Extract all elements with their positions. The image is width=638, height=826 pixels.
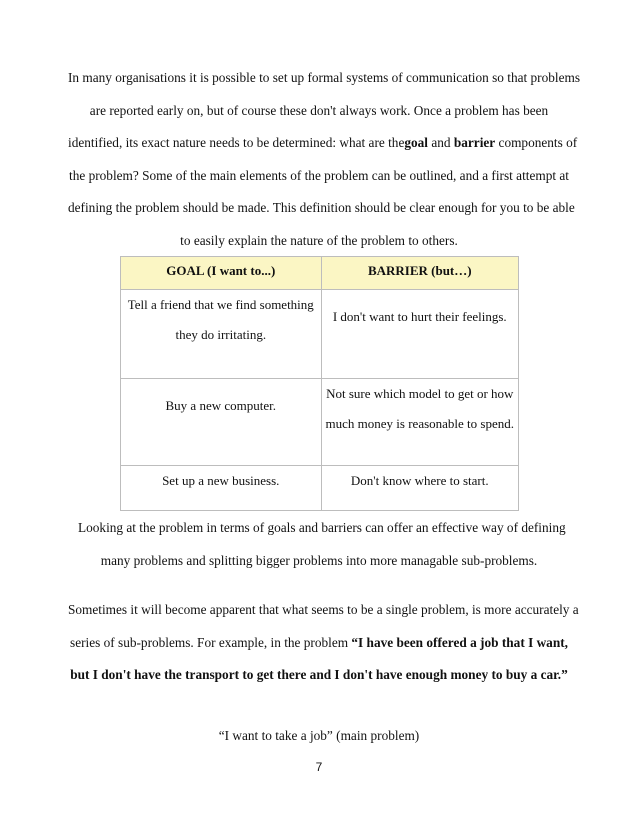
text-fragment: components of bbox=[495, 135, 578, 151]
cell-line: Set up a new business. bbox=[162, 473, 280, 488]
example-problem-quote: “I have been offered a job that I want, bbox=[351, 634, 568, 650]
page-number: 7 bbox=[315, 760, 323, 774]
text-line: are reported early on, but of course these don't always work. Once a problem has been bbox=[89, 102, 549, 118]
barrier-cell bbox=[321, 379, 518, 466]
goals-barriers-paragraph bbox=[78, 512, 566, 577]
text-line: “I want to take a job” (main problem) bbox=[218, 728, 420, 743]
text-fragment: identified, its exact nature needs to be determined: what are the bbox=[68, 135, 405, 151]
text-line: many problems and splitting bigger problems into more managable sub-problems. bbox=[100, 552, 538, 568]
barrier-cell bbox=[321, 290, 518, 379]
barrier-term: barrier bbox=[453, 135, 496, 151]
text-line: Sometimes it will become apparent that what seems to be a single problem, is more accurately a bbox=[68, 602, 579, 617]
goal-column-header: GOAL (I want to...) bbox=[121, 257, 322, 290]
cell-line: Don't know where to start. bbox=[350, 473, 489, 488]
example-problem-quote: but I don't have the transport to get there and I don't have enough money to buy a car.” bbox=[70, 667, 568, 683]
text-line: In many organisations it is possible to set up formal systems of communication so that problems bbox=[68, 70, 580, 85]
table-row bbox=[121, 379, 519, 466]
text-line: Looking at the problem in terms of goals and barriers can offer an effective way of defining bbox=[78, 520, 566, 535]
text-line bbox=[68, 659, 570, 692]
goal-cell bbox=[121, 379, 322, 466]
main-problem-line bbox=[68, 720, 570, 753]
text-line bbox=[68, 127, 578, 160]
table-header-row bbox=[121, 257, 519, 290]
goal-barrier-table bbox=[120, 256, 519, 511]
cell-line: Buy a new computer. bbox=[165, 398, 276, 413]
table-row bbox=[121, 290, 519, 379]
subproblems-paragraph bbox=[68, 594, 579, 692]
barrier-column-header: BARRIER (but…) bbox=[321, 257, 518, 290]
text-line bbox=[68, 627, 570, 660]
text-fragment: and bbox=[428, 135, 454, 151]
table-row bbox=[121, 466, 519, 511]
cell-line: much money is reasonable to spend. bbox=[325, 416, 514, 431]
cell-line: Tell a friend that we find something bbox=[127, 297, 314, 312]
intro-paragraph bbox=[68, 62, 580, 258]
text-line: to easily explain the nature of the problem to others. bbox=[180, 232, 458, 248]
cell-line: I don't want to hurt their feelings. bbox=[332, 309, 507, 324]
cell-line: they do irritating. bbox=[175, 327, 267, 342]
goal-cell bbox=[121, 290, 322, 379]
goal-cell bbox=[121, 466, 322, 511]
text-line: defining the problem should be made. This definition should be clear enough for you to be able bbox=[68, 200, 575, 216]
text-fragment: series of sub-problems. For example, in the problem bbox=[70, 634, 352, 650]
goal-term: goal bbox=[404, 135, 428, 151]
cell-line: Not sure which model to get or how bbox=[326, 386, 514, 401]
barrier-cell bbox=[321, 466, 518, 511]
text-line: the problem? Some of the main elements of the problem can be outlined, and a first attempt at bbox=[69, 167, 569, 183]
